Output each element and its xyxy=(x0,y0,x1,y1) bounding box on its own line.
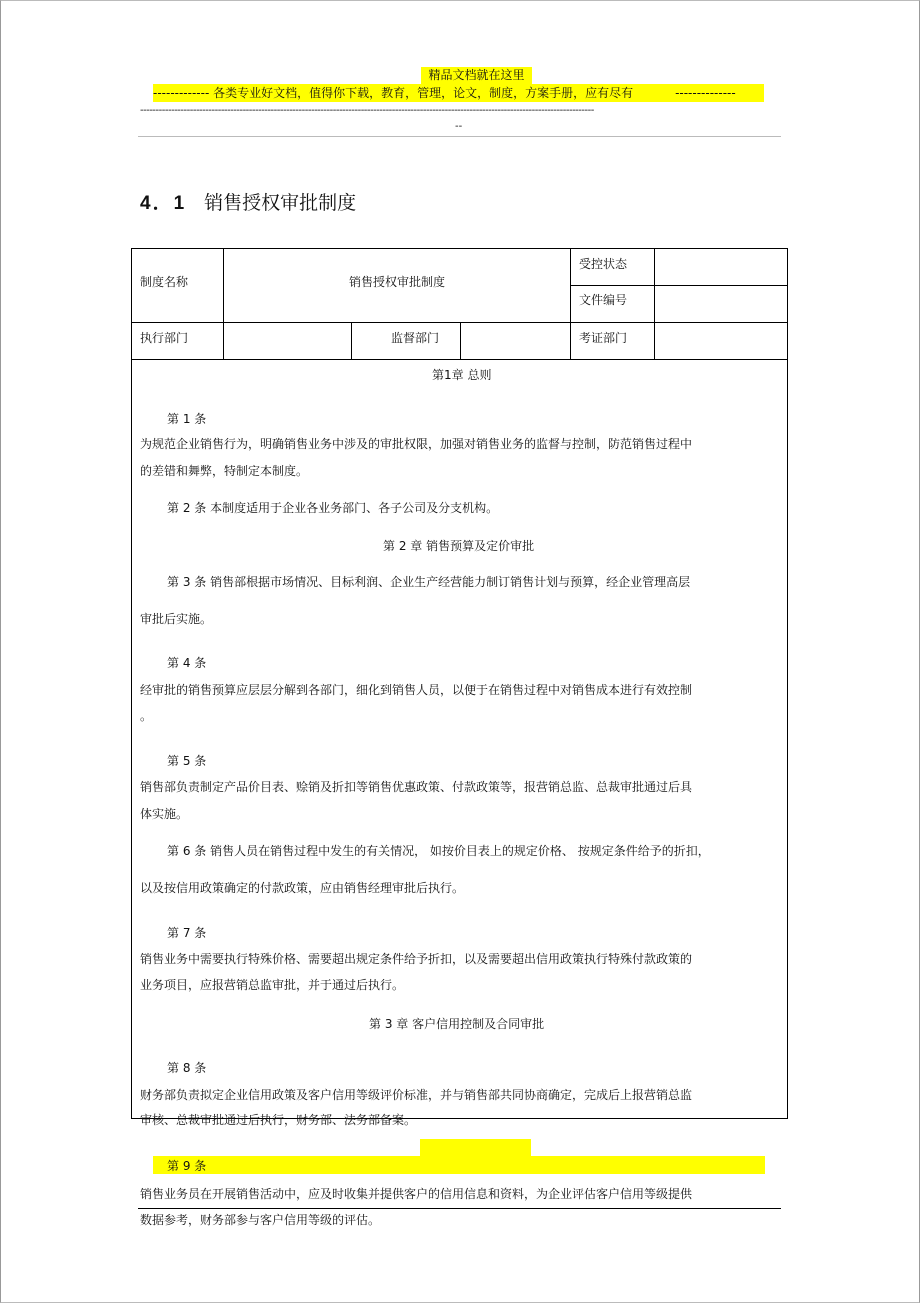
article-5-text: 销售部负责制定产品价目表、赊销及折扣等销售优惠政策、付款政策等，报营销总监、总裁审批通过后具 xyxy=(140,780,693,794)
footer-rule xyxy=(138,1208,781,1209)
chapter-1-title: 第1章 总则 xyxy=(432,368,492,382)
banner-title: 精品文档就在这里 xyxy=(428,68,525,82)
article-2-text: 第 2 条 本制度适用于企业各业务部门、各子公司及分支机构。 xyxy=(167,501,499,515)
article-1-label: 第 1 条 xyxy=(167,412,207,426)
chapter-3-title: 第 3 章 客户信用控制及合同审批 xyxy=(369,1017,545,1031)
article-4-text: 经审批的销售预算应层层分解到各部门，细化到销售人员，以便于在销售过程中对销售成本进行有效控制 xyxy=(140,683,693,697)
exec-dept-label: 执行部门 xyxy=(140,331,189,345)
dash-separator: -------------------------------------------------------------------------------------------------------------------------------------------------- xyxy=(140,105,594,116)
col-divider xyxy=(654,249,655,359)
article-4-label: 第 4 条 xyxy=(167,656,207,670)
article-3-text: 第 3 条 销售部根据市场情况、目标利润、企业生产经营能力制订销售计划与预算，经企业管理高层 xyxy=(167,575,691,589)
article-3-text: 审批后实施。 xyxy=(140,612,213,626)
header-rule xyxy=(138,136,781,137)
col-divider xyxy=(351,322,352,359)
article-6-text: 第 6 条 销售人员在销售过程中发生的有关情况， 如按价目表上的规定价格、 按规定条件给予的折扣， xyxy=(167,844,710,858)
article-8-label: 第 8 条 xyxy=(167,1061,207,1075)
article-7-text: 业务项目，应报营销总监审批，并于通过后执行。 xyxy=(140,978,405,992)
section-heading xyxy=(140,189,356,218)
chapter-2-title: 第 2 章 销售预算及定价审批 xyxy=(383,539,535,553)
row-divider xyxy=(132,359,788,360)
banner-line: ------------- 各类专业好文档，值得你下载，教育，管理，论文，制度，方案手册，应有尽有 -------------- xyxy=(153,86,736,100)
controlled-status-label: 受控状态 xyxy=(579,257,628,271)
supervise-dept-label: 监督部门 xyxy=(391,331,440,345)
article-8-text: 审核、总裁审批通过后执行，财务部、法务部备案。 xyxy=(140,1113,417,1127)
article-1-text: 为规范企业销售行为，明确销售业务中涉及的审批权限，加强对销售业务的监督与控制，防范销售过程中 xyxy=(140,437,693,451)
article-1-text: 的差错和舞弊，特制定本制度。 xyxy=(140,464,309,478)
dash-separator-short: -- xyxy=(455,121,463,132)
policy-name-label: 制度名称 xyxy=(140,275,189,289)
policy-name-value: 销售授权审批制度 xyxy=(348,275,445,289)
article-5-label: 第 5 条 xyxy=(167,754,207,768)
article-8-text: 财务部负责拟定企业信用政策及客户信用等级评价标准，并与销售部共同协商确定，完成后上报营销总监 xyxy=(140,1088,693,1102)
doc-number-label: 文件编号 xyxy=(579,293,628,307)
article-9-highlight xyxy=(153,1156,765,1174)
section-number: 4．1 xyxy=(140,193,187,214)
article-6-text: 以及按信用政策确定的付款政策，应由销售经理审批后执行。 xyxy=(140,881,465,895)
article-7-label: 第 7 条 xyxy=(167,926,207,940)
section-title: 销售授权审批制度 xyxy=(204,192,357,214)
col-divider xyxy=(570,249,571,359)
col-divider xyxy=(223,249,224,359)
article-7-text: 销售业务中需要执行特殊价格、需要超出规定条件给予折扣，以及需要超出信用政策执行特殊付款政策的 xyxy=(140,952,693,966)
article-5-text: 体实施。 xyxy=(140,807,189,821)
audit-dept-label: 考证部门 xyxy=(579,331,628,345)
article-9-text: 销售业务员在开展销售活动中，应及时收集并提供客户的信用信息和资料，为企业评估客户信用等级提供 xyxy=(140,1187,693,1201)
article-4-text: 。 xyxy=(140,709,153,723)
row-divider xyxy=(571,285,788,286)
article-9-label: 第 9 条 xyxy=(167,1159,207,1173)
col-divider xyxy=(460,322,461,359)
article-9-text: 数据参考，财务部参与客户信用等级的评估。 xyxy=(140,1213,381,1227)
